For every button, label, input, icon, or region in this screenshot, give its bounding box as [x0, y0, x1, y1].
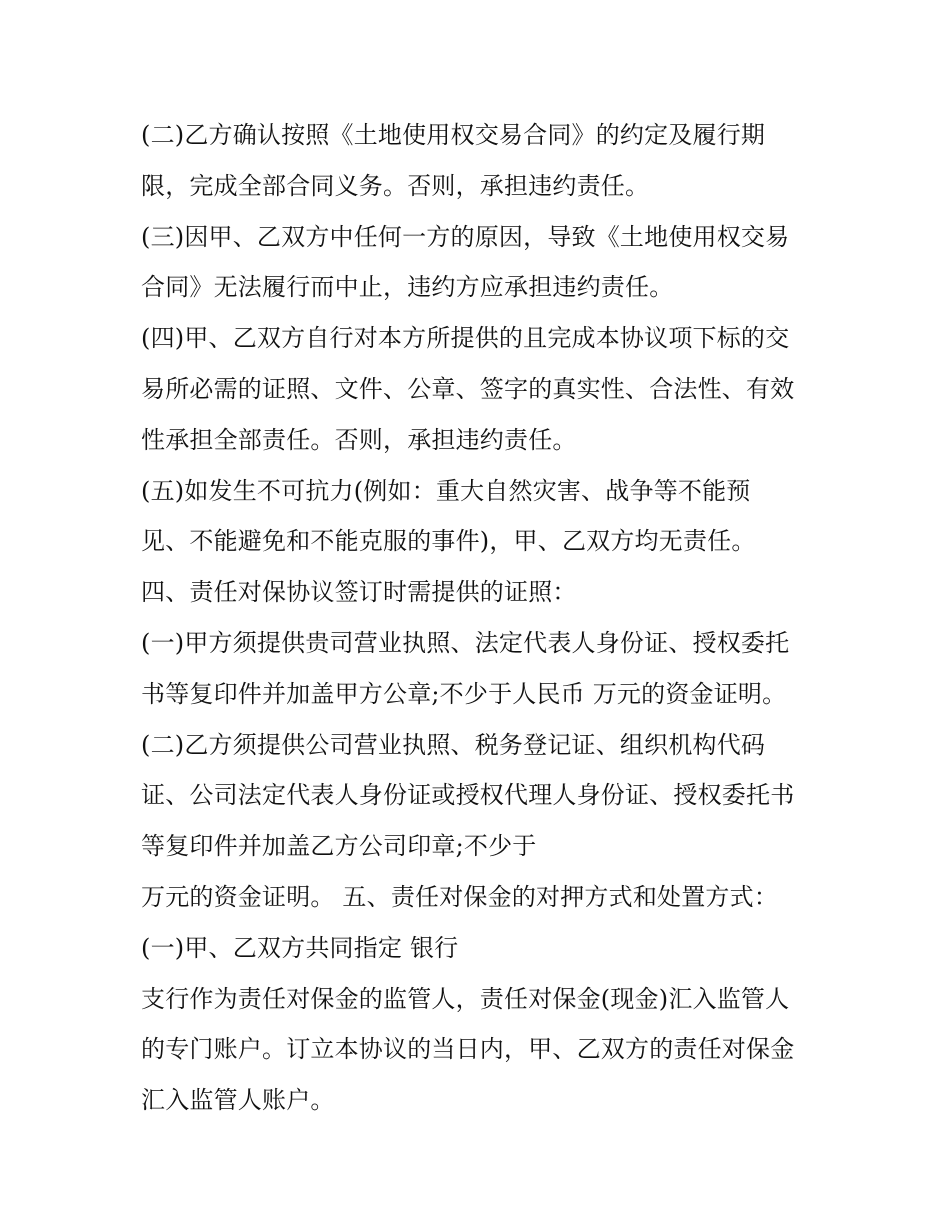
text-line: (三)因甲、乙双方中任何一方的原因，导致《土地使用权交易 — [141, 222, 790, 251]
text-line: (四)甲、乙双方自行对本方所提供的且完成本协议项下标的交 — [141, 324, 790, 353]
text-line: (一)甲方须提供贵司营业执照、法定代表人身份证、授权委托 — [141, 628, 790, 657]
text-line: (二)乙方须提供公司营业执照、税务登记证、组织机构代码 — [141, 730, 766, 759]
text-line: (一)甲、乙双方共同指定 银行 — [141, 933, 459, 962]
section-heading: 四、责任对保协议签订时需提供的证照： — [141, 578, 577, 607]
text-line: 的专门账户。订立本协议的当日内，甲、乙双方的责任对保金 — [141, 1035, 795, 1064]
text-line: (二)乙方确认按照《土地使用权交易合同》的约定及履行期 — [141, 121, 766, 149]
document-body — [141, 110, 831, 1126]
text-line: (五)如发生不可抗力(例如：重大自然灾害、战争等不能预 — [141, 476, 751, 505]
text-line: 性承担全部责任。否则，承担违约责任。 — [141, 425, 577, 454]
text-line: 等复印件并加盖乙方公司印章;不少于 — [141, 832, 537, 861]
text-line: 万元的资金证明。 五、责任对保金的对押方式和处置方式： — [141, 882, 779, 911]
text-line: 证、公司法定代表人身份证或授权代理人身份证、授权委托书 — [141, 781, 795, 810]
text-line: 合同》无法履行而中止，违约方应承担违约责任。 — [141, 273, 674, 302]
text-line: 书等复印件并加盖甲方公章;不少于人民币 万元的资金证明。 — [141, 679, 787, 708]
text-line: 汇入监管人账户。 — [141, 1086, 335, 1115]
text-line: 见、不能避免和不能克服的事件)，甲、乙双方均无责任。 — [141, 527, 756, 556]
text-line: 支行作为责任对保金的监管人，责任对保金(现金)汇入监管人 — [141, 984, 790, 1013]
text-line: 易所必需的证照、文件、公章、签字的真实性、合法性、有效 — [141, 374, 795, 403]
text-line: 限，完成全部合同义务。否则，承担违约责任。 — [141, 171, 650, 200]
